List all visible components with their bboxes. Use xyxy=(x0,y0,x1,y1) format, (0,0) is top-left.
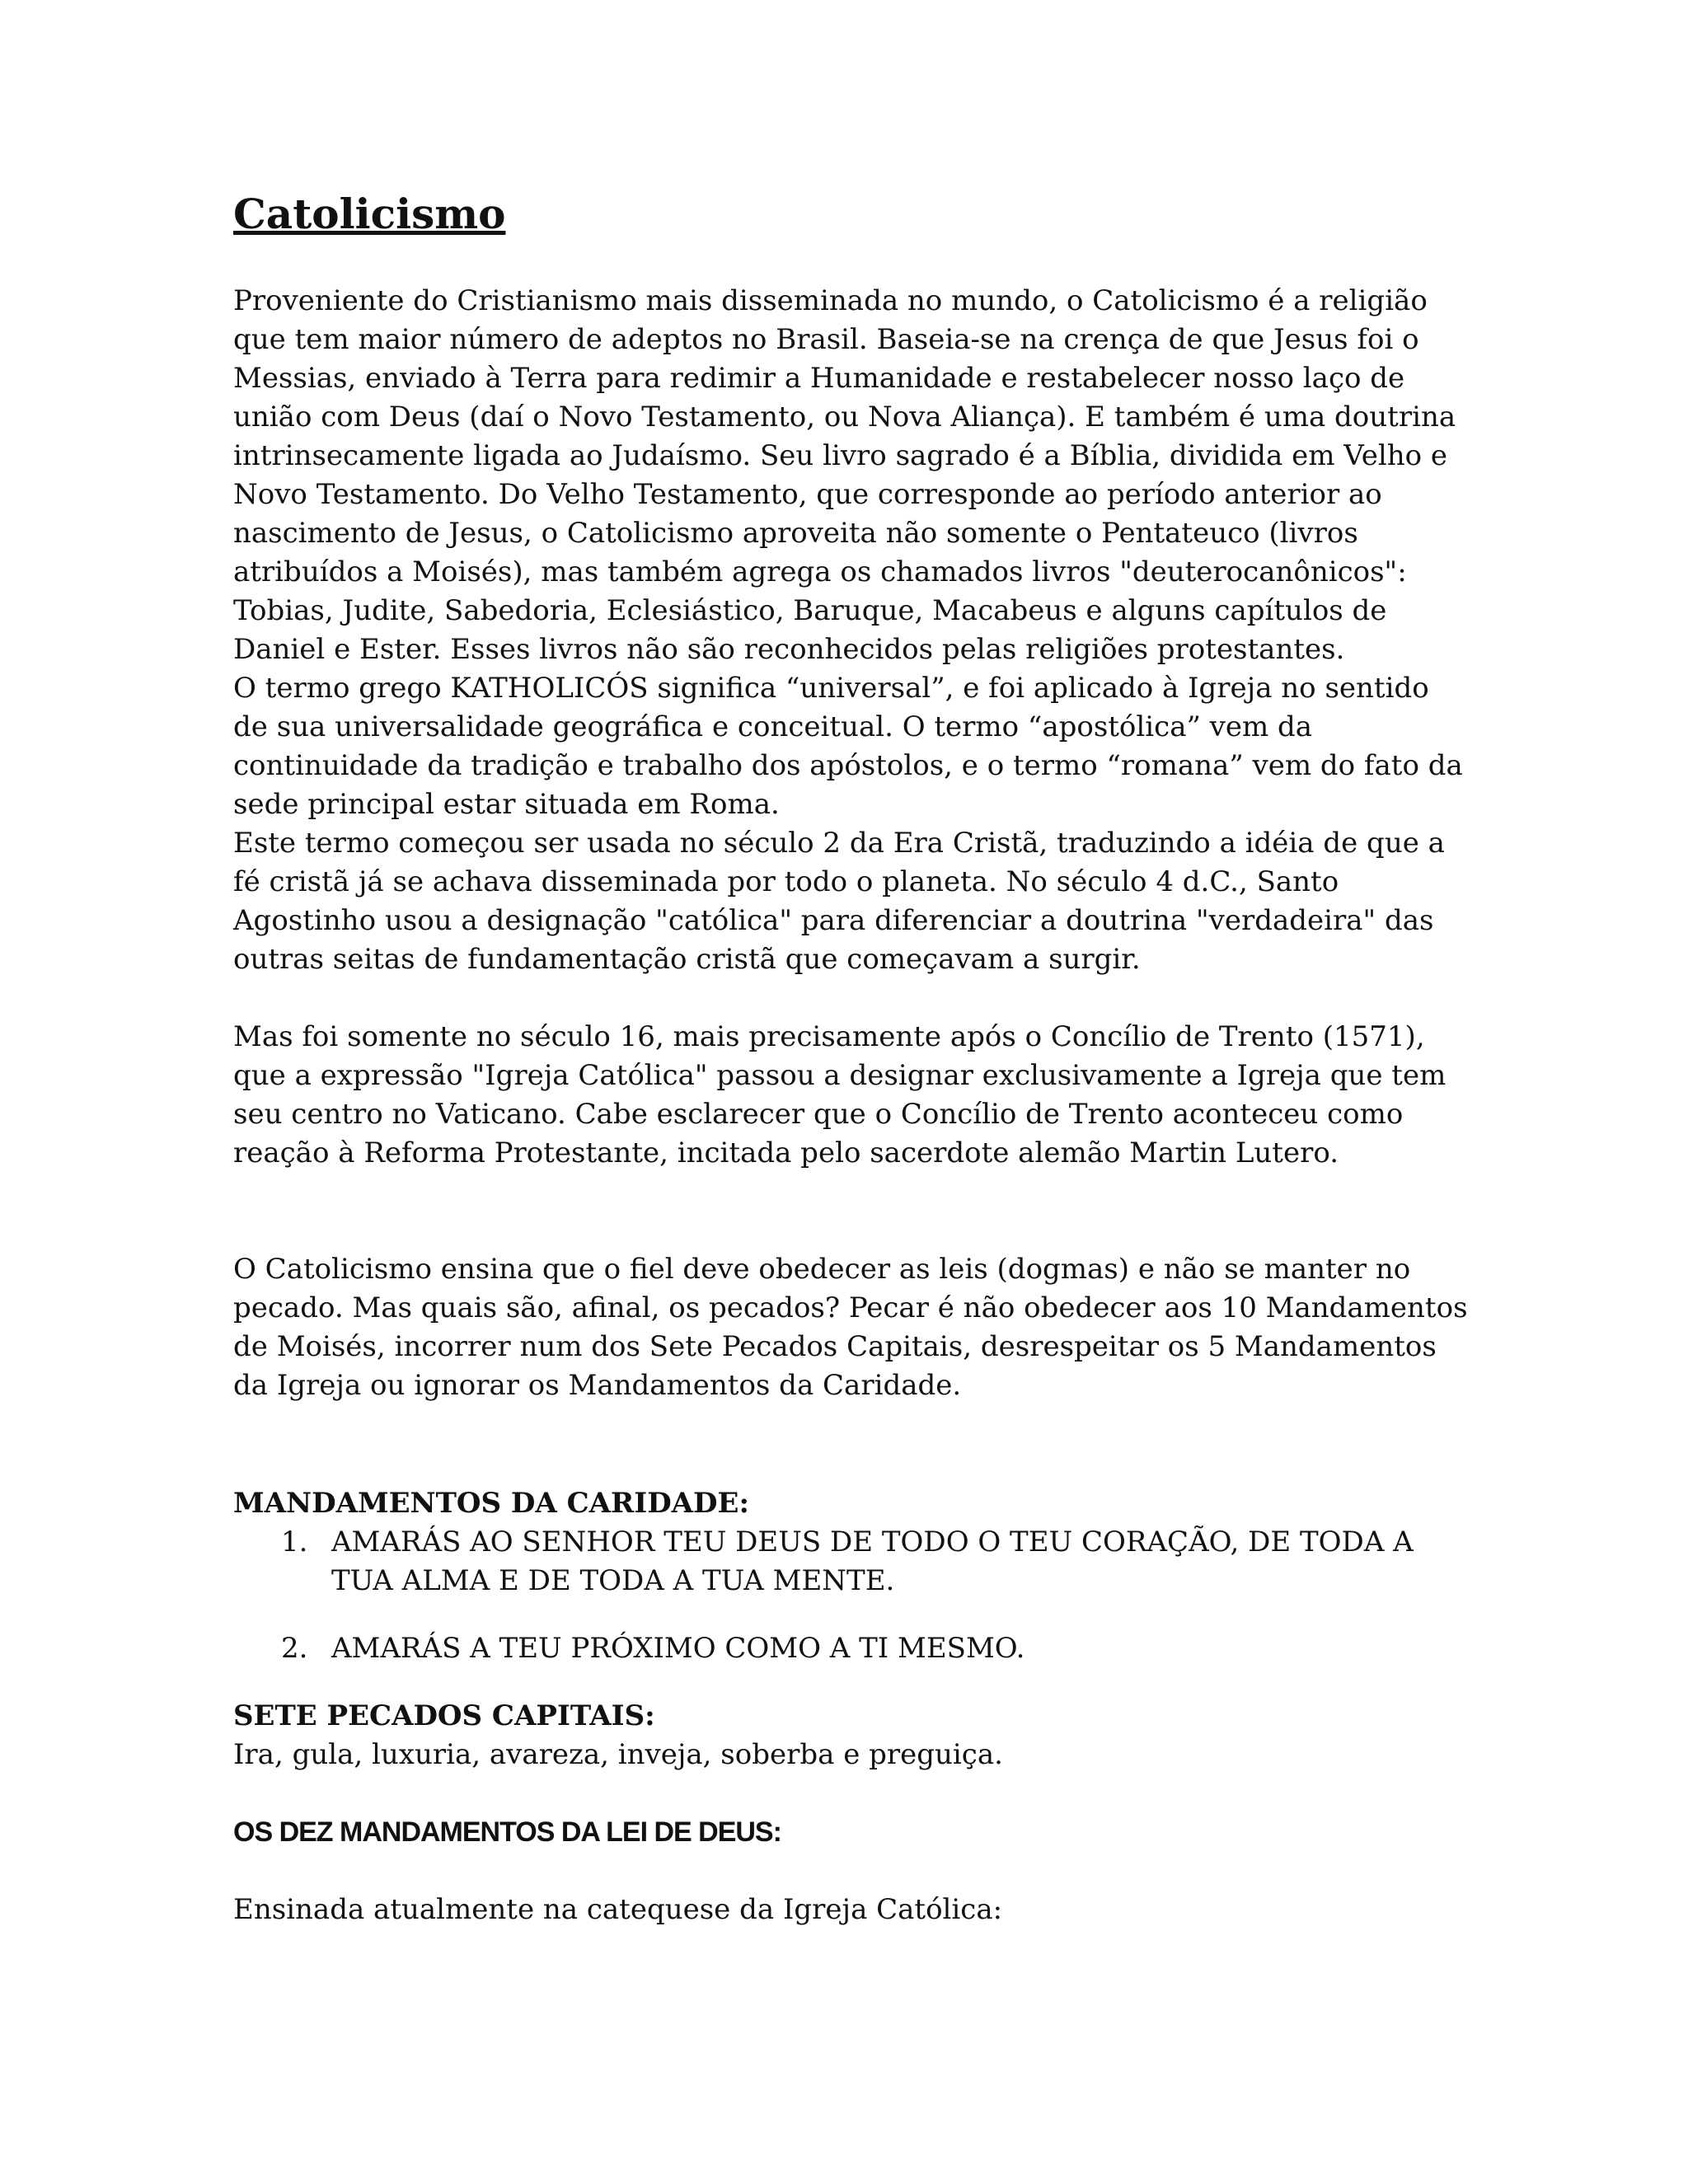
spacer xyxy=(233,979,1470,1018)
charity-heading: MANDAMENTOS DA CARIDADE: xyxy=(233,1487,750,1520)
paragraph-sins: O Catolicismo ensina que o fiel deve obedecer as leis (dogmas) e não se manter no pecado. Mas quais são, afinal, os pecados? Pecar é não obedecer aos 10 Mandamentos de Moisés, incorrer num dos Sete Pecados Capitais, desrespeitar os 5 Mandamentos da Igreja ou ignorar os Mandamentos da Caridade. xyxy=(233,1253,1468,1402)
paragraph-century-2: Este termo começou ser usada no século 2 da Era Cristã, traduzindo a idéia de que a fé cristã já se achava disseminada por todo o planeta. No século 4 d.C., Santo Agostinho usou a designação "católica" para diferenciar a doutrina "verdadeira" das outras seitas de fundamentação cristã que começavam a surgir. xyxy=(233,827,1445,976)
paragraph-trento: Mas foi somente no século 16, mais precisamente após o Concílio de Trento (1571), que a expressão "Igreja Católica" passou a designar exclusivamente a Igreja que tem seu centro no Vaticano. Cabe esclarecer que o Concílio de Trento aconteceu como reação à Reforma Protestante, incitada pelo sacerdote alemão Martin Lutero. xyxy=(233,1020,1447,1169)
spacer xyxy=(233,1852,1470,1891)
list-number: 1. xyxy=(281,1526,308,1558)
list-item-text: AMARÁS A TEU PRÓXIMO COMO A TI MESMO. xyxy=(331,1632,1025,1665)
list-item xyxy=(233,1523,1470,1601)
spacer xyxy=(233,1405,1470,1484)
document-title: Catolicismo xyxy=(233,190,506,238)
spacer xyxy=(233,1774,1470,1813)
list-item-text: AMARÁS AO SENHOR TEU DEUS DE TODO O TEU CORAÇÃO, DE TODA A TUA ALMA E DE TODA A TUA MENTE. xyxy=(331,1526,1414,1597)
sins-list-text: Ira, gula, luxuria, avareza, inveja, soberba e preguiça. xyxy=(233,1738,1003,1771)
ten-commandments-intro: Ensinada atualmente na catequese da Igreja Católica: xyxy=(233,1893,1003,1926)
paragraph-katholicos: O termo grego KATHOLICÓS significa “universal”, e foi aplicado à Igreja no sentido de sua universalidade geográfica e conceitual. O termo “apostólica” vem da continuidade da tradição e trabalho dos apóstolos, e o termo “romana” vem do fato da sede principal estar situada em Roma. xyxy=(233,672,1463,821)
sins-heading: SETE PECADOS CAPITAIS: xyxy=(233,1699,655,1732)
spacer xyxy=(233,1173,1470,1250)
document-page xyxy=(233,190,1470,1929)
charity-list xyxy=(233,1523,1470,1668)
list-item xyxy=(233,1629,1470,1668)
ten-commandments-heading: OS DEZ MANDAMENTOS DA LEI DE DEUS: xyxy=(233,1816,781,1848)
paragraph-origin: Proveniente do Cristianismo mais disseminada no mundo, o Catolicismo é a religião que tem maior número de adeptos no Brasil. Baseia-se na crença de que Jesus foi o Messias, enviado à Terra para redimir a Humanidade e restabelecer nosso laço de união com Deus (daí o Novo Testamento, ou Nova Aliança). E também é uma doutrina intrinsecamente ligada ao Judaísmo. Seu livro sagrado é a Bíblia, dividida em Velho e Novo Testamento. Do Velho Testamento, que corresponde ao período anterior ao nascimento de Jesus, o Catolicismo aproveita não somente o Pentateuco (livros atribuídos a Moisés), mas também agrega os chamados livros "deuterocanônicos": Tobias, Judite, Sabedoria, Eclesiástico, Baruque, Macabeus e alguns capítulos de Daniel e Ester. Esses livros não são reconhecidos pelas religiões protestantes. xyxy=(233,284,1456,666)
list-number: 2. xyxy=(281,1632,308,1665)
